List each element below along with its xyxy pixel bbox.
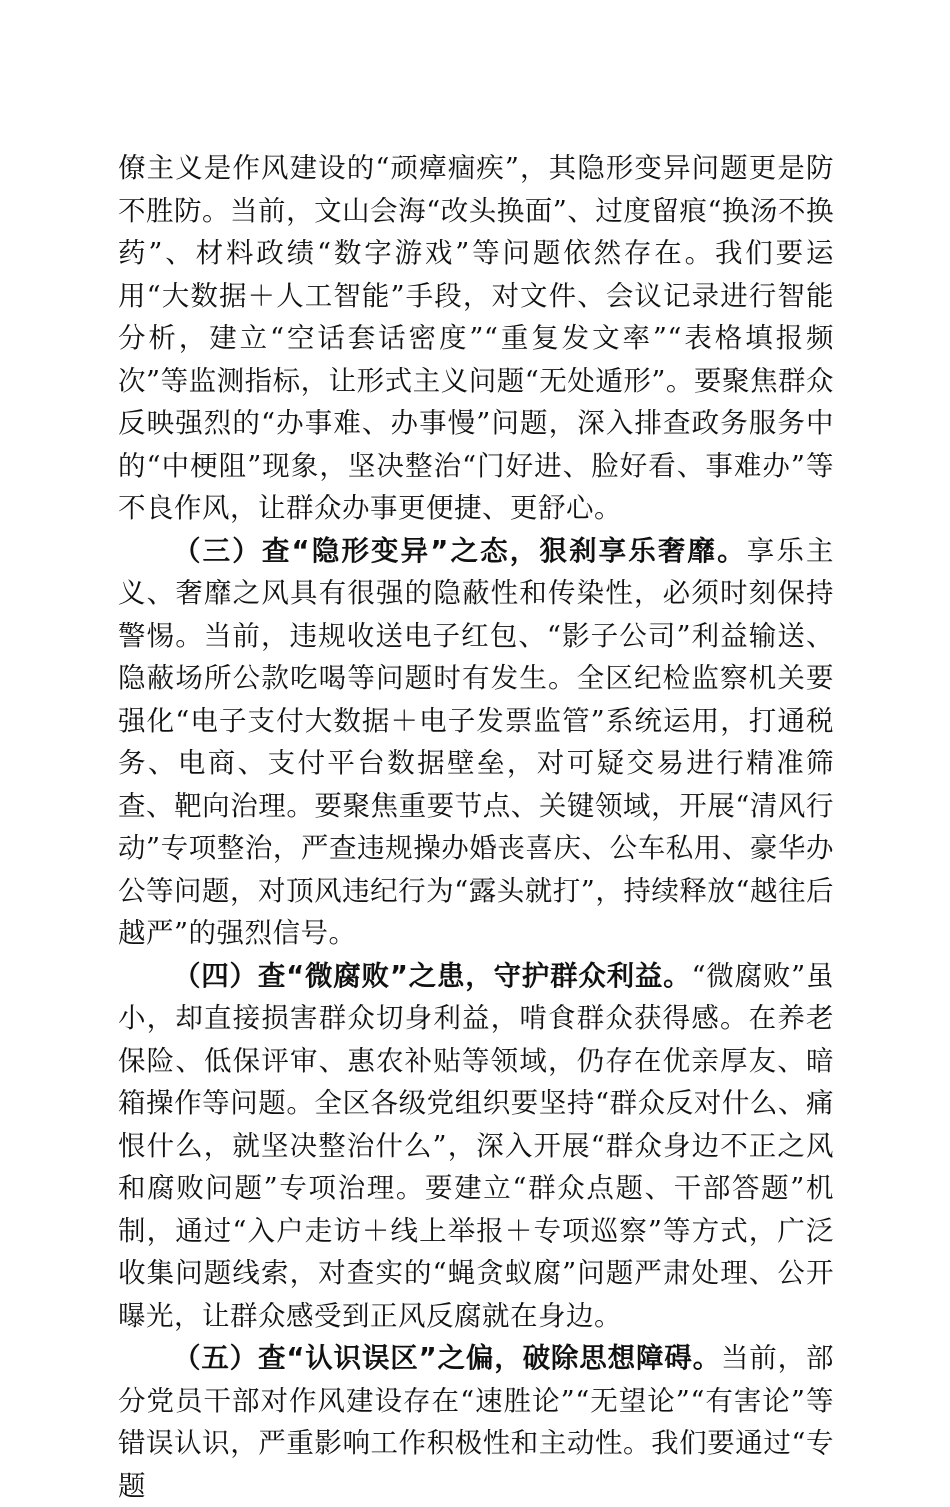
section-4-heading: （四）查“微腐败”之患，守护群众利益。	[173, 959, 692, 992]
paragraph-continuation	[118, 147, 834, 530]
section-4-text: “微腐败”虽小，却直接损害群众切身利益，啃食群众获得感。在养老保险、低保评审、惠农补贴等领域，仍存在优亲厚友、暗箱操作等问题。全区各级党组织要坚持“群众反对什么、痛恨什么，就坚决整治什么”，深入开展“群众身边不正之风和腐败问题”专项治理。要建立“群众点题、干部答题”机制，通过“入户走访＋线上举报＋专项巡察”等方式，广泛收集问题线索，对查实的“蝇贪蚁腐”问题严肃处理、公开曝光，让群众感受到正风反腐就在身边。	[118, 959, 834, 1332]
section-3-text: 享乐主义、奢靡之风具有很强的隐蔽性和传染性，必须时刻保持警惕。当前，违规收送电子红包、“影子公司”利益输送、隐蔽场所公款吃喝等问题时有发生。全区纪检监察机关要强化“电子支付大数据＋电子发票监管”系统运用，打通税务、电商、支付平台数据壁垒，对可疑交易进行精准筛查、靶向治理。要聚焦重要节点、关键领域，开展“清风行动”专项整治，严查违规操办婚丧喜庆、公车私用、豪华办公等问题，对顶风违纪行为“露头就打”，持续释放“越往后越严”的强烈信号。	[118, 534, 834, 949]
document-body	[118, 147, 834, 1507]
paragraph-1-text: 僚主义是作风建设的“顽瘴痼疾”，其隐形变异问题更是防不胜防。当前，文山会海“改头换面”、过度留痕“换汤不换药”、材料政绩“数字游戏”等问题依然存在。我们要运用“大数据＋人工智能”手段，对文件、会议记录进行智能分析，建立“空话套话密度”“重复发文率”“表格填报频次”等监测指标，让形式主义问题“无处遁形”。要聚焦群众反映强烈的“办事难、办事慢”问题，深入排查政务服务中的“中梗阻”现象，坚决整治“门好进、脸好看、事难办”等不良作风，让群众办事更便捷、更舒心。	[118, 152, 834, 524]
paragraph-section-4	[118, 955, 834, 1338]
section-3-heading: （三）查“隐形变异”之态，狠刹享乐奢靡。	[173, 534, 747, 567]
section-5-text: 当前，部分党员干部对作风建设存在“速胜论”“无望论”“有害论”等错误认识，严重影响工作积极性和主动性。我们要通过“专题	[118, 1342, 834, 1502]
paragraph-section-5	[118, 1337, 834, 1507]
paragraph-section-3	[118, 530, 834, 955]
section-5-heading: （五）查“认识误区”之偏，破除思想障碍。	[173, 1342, 721, 1374]
